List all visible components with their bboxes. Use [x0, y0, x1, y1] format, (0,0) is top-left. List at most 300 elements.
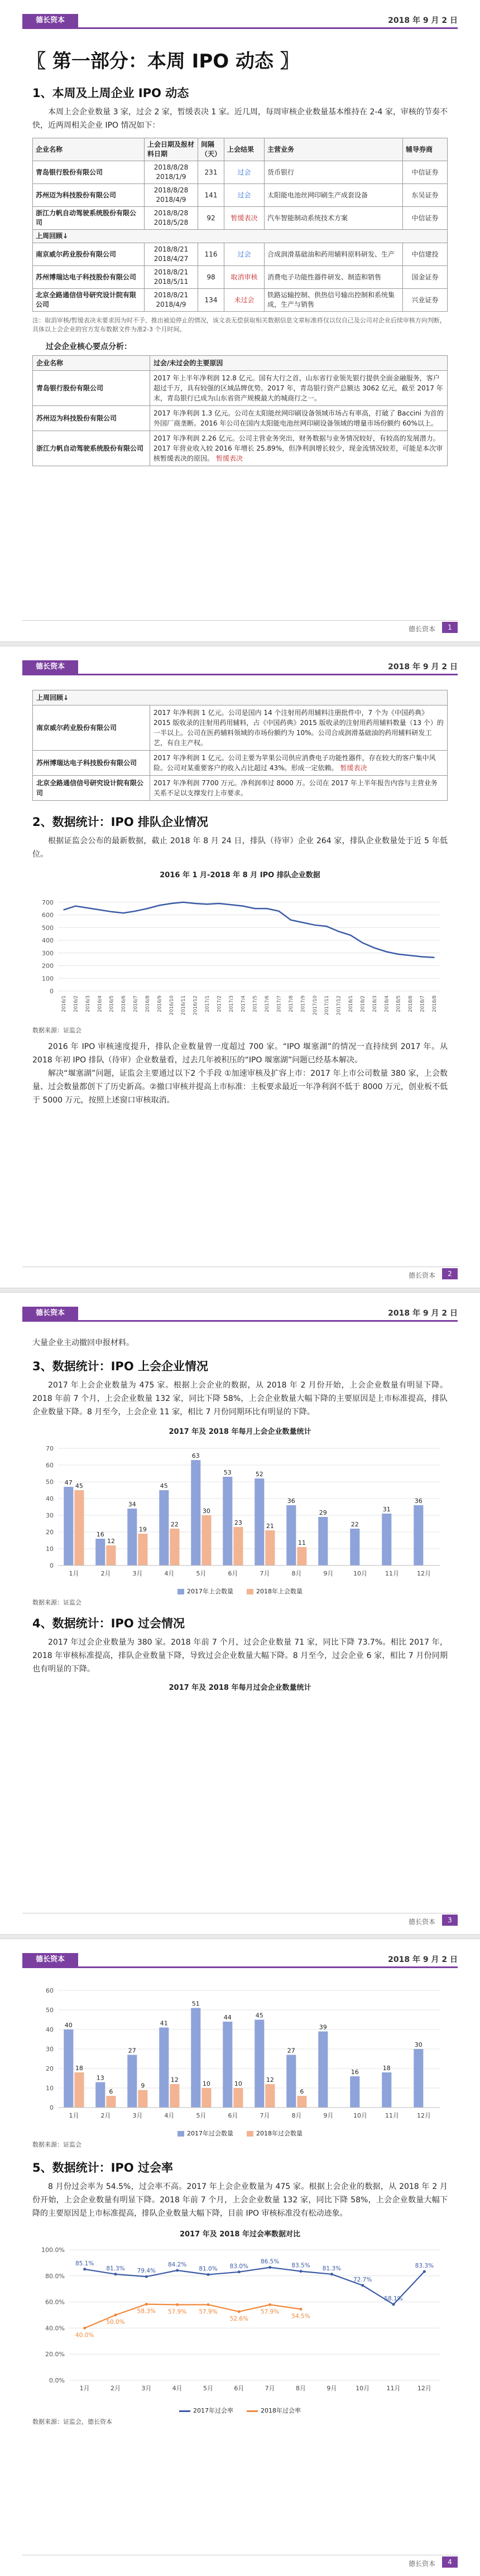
bar-2017	[95, 1539, 105, 1565]
page-3	[0, 1293, 480, 1934]
page-4	[0, 1939, 480, 2576]
reason-flag: 暂缓表决	[340, 764, 367, 772]
bar-value-label: 39	[319, 2023, 327, 2031]
x-tick-label: 2016/8	[145, 995, 151, 1012]
reason-text: 2017 年净利润 7700 万元。净利润率过 8000 万。公司在 2017 年上半年报告内容与主营业务关系不足以支撑发行上市要求。	[153, 779, 438, 797]
main-business: 消费电子功能性器件研发、制造和销售	[265, 266, 403, 289]
ipo-col-date: 上会日期及报材料日期	[145, 138, 198, 161]
bar-value-label: 10	[202, 2080, 210, 2087]
rate-value-label: 58.1%	[384, 2295, 403, 2303]
reason-cell	[150, 776, 448, 801]
page-number: 2	[442, 1268, 458, 1279]
section-3-para: 2017 年上会企业数量为 475 家。根据上会企业的数据，从 2018 年 2 月份开始，上会企业数量有明显下降。2018 年前 7 个月，上会企业数量 132 家，同比下降 58%，上会企业数量大幅下降的主要原因是上市标准提高，排队企业数量下降。8 月至今，上会企业 11 家，相比 7 月份同期环比有明显的下降。	[32, 1381, 448, 1417]
x-tick-label: 7月	[265, 2385, 275, 2392]
bar-2018	[233, 1527, 243, 1565]
x-tick-label: 2018/6	[408, 995, 414, 1012]
bar-2017	[414, 1505, 423, 1565]
x-tick-label: 12月	[417, 2385, 431, 2392]
meeting-date: 2018/8/28 2018/5/28	[145, 207, 198, 230]
y-tick-label: 0.0%	[49, 2377, 65, 2384]
rate-value-label: 58.3%	[137, 2308, 156, 2315]
rate-point	[114, 2273, 117, 2275]
x-tick-label: 2017/3	[228, 995, 234, 1012]
bar-value-label: 6	[300, 2088, 304, 2095]
section-2-para-2: 2016 年 IPO 审核速度提升，排队企业数量曾一度超过 700 家。“IPO 堰塞湖”的情况一直持续到 2017 年。从 2018 年初 IPO 排队（待审）企业数量看，过去几年被积压的“IPO 堰塞湖”问题已经基本解决。	[32, 1042, 448, 1065]
bar-2018	[106, 2096, 116, 2108]
x-tick-label: 2016/9	[157, 995, 163, 1012]
biz-col-reason: 过会/未过会的主要原因	[150, 356, 448, 371]
ipo-row	[33, 184, 448, 207]
brand-logo: 德长资本	[22, 14, 78, 27]
ipo-col-result: 上会结果	[224, 138, 265, 161]
bar-value-label: 9	[141, 2082, 145, 2090]
x-tick-label: 2016/1	[61, 995, 67, 1012]
queue-point	[99, 910, 100, 911]
bar-2017	[318, 2032, 328, 2108]
rate-point	[238, 2310, 241, 2313]
ipo-table	[32, 138, 448, 312]
bar-value-label: 63	[191, 1452, 200, 1459]
bar-value-label: 36	[287, 1497, 295, 1505]
bar-value-label: 10	[234, 2080, 242, 2087]
biz-row	[33, 431, 448, 466]
brand-logo: 德长资本	[22, 1307, 78, 1320]
meeting-result: 未过会	[224, 289, 265, 312]
y-tick-label: 40.0%	[45, 2324, 65, 2332]
queue-point	[159, 905, 160, 906]
queue-point	[219, 903, 220, 904]
chart-4-title: 2017 年及 2018 年过会率数据对比	[180, 2230, 300, 2239]
part-title: 〖 第一部分：本周 IPO 动态 〗	[27, 50, 299, 73]
x-tick-label: 12月	[417, 1570, 431, 1577]
section-2-title: 2、数据统计：IPO 排队企业情况	[32, 815, 208, 829]
chart-3-title: 2017 年及 2018 年每月过会企业数量统计	[169, 1684, 311, 1692]
reason-cell	[150, 705, 448, 751]
x-tick-label: 6月	[228, 1570, 238, 1577]
company-name: 苏州迈为科技股份有限公司	[33, 184, 145, 207]
y-tick-label: 80.0%	[45, 2272, 65, 2280]
bar-value-label: 31	[382, 1506, 391, 1513]
bar-value-label: 21	[266, 1523, 274, 1530]
y-tick-label: 100	[42, 975, 54, 983]
pass-bar-chart	[32, 1980, 448, 2125]
page-3-lead: 大量企业主动撤回申报材料。	[32, 1338, 134, 1347]
rate-value-label: 40.0%	[75, 2332, 94, 2339]
bar-2017	[286, 1505, 296, 1565]
page-content	[27, 39, 448, 466]
queue-point	[266, 908, 267, 909]
rate-value-label: 57.9%	[260, 2308, 280, 2316]
rate-value-label: 54.5%	[291, 2313, 310, 2320]
bar-value-label: 30	[414, 2041, 423, 2048]
page-number: 4	[442, 2556, 458, 2568]
bar-value-label: 6	[109, 2088, 113, 2095]
y-tick-label: 70	[46, 1445, 54, 1452]
bar-2018	[265, 1530, 275, 1565]
x-tick-label: 8月	[296, 2385, 306, 2392]
x-tick-label: 3月	[141, 2385, 152, 2392]
section-2-para-3: 解决“堰塞湖”问题，证监会主要通过以下2 个手段 ①加速审核及扩容上市：2017 年上市公司数量 380 家，上会数量、过会数量都创下了历史新高。②撤口审核并提高上市标准：主板要求最近一年净利润不低于 8000 万元，创业板不低于 5000 万元，按照上述窗口审核取消。	[32, 1069, 448, 1105]
page-header	[22, 15, 458, 29]
x-tick-label: 2017/1	[205, 995, 211, 1012]
bar-value-label: 47	[64, 1479, 73, 1486]
y-tick-label: 10	[46, 2085, 54, 2092]
queue-point	[63, 910, 64, 911]
report-date: 2018 年 9 月 2 日	[388, 16, 458, 25]
rate-value-label: 81.3%	[106, 2265, 125, 2272]
main-business: 合成润滑基础油和药用辅料原料研发、生产	[265, 243, 403, 266]
queue-point	[231, 905, 232, 906]
queue-point	[338, 931, 339, 932]
biz-col-name: 企业名称	[33, 356, 150, 371]
queue-point	[386, 951, 387, 953]
legend-item-2017: 2017年过会率	[179, 2406, 233, 2415]
x-tick-label: 2016/4	[97, 995, 103, 1012]
rate-point	[176, 2269, 179, 2271]
x-tick-label: 2016/3	[85, 995, 91, 1012]
report-date: 2018 年 9 月 2 日	[388, 1309, 458, 1318]
ipo-col-broker: 辅导券商	[403, 138, 448, 161]
bar-value-label: 12	[170, 2076, 179, 2084]
y-tick-label: 0	[50, 2104, 54, 2111]
rate-point	[145, 2303, 148, 2306]
x-tick-label: 9月	[323, 1570, 334, 1577]
x-tick-label: 2月	[111, 2385, 121, 2392]
queue-point	[422, 956, 423, 958]
company-name: 南京威尔药业股份有限公司	[33, 705, 150, 751]
bar-2018	[74, 1490, 84, 1565]
queue-point	[147, 908, 148, 909]
reason-cell	[150, 751, 448, 776]
rate-point	[361, 2284, 364, 2287]
brand-logo: 德长资本	[22, 1953, 78, 1966]
page-content	[32, 690, 448, 1107]
x-tick-label: 2017/9	[300, 995, 306, 1012]
bar-value-label: 34	[128, 1501, 136, 1508]
page-footer	[22, 2555, 458, 2568]
bar-value-label: 27	[128, 2047, 136, 2055]
rate-value-label: 83.0%	[229, 2263, 249, 2270]
y-tick-label: 700	[42, 898, 54, 906]
x-tick-label: 1月	[69, 1570, 79, 1577]
meeting-date: 2018/8/28 2018/4/9	[145, 184, 198, 207]
page-number: 1	[442, 622, 458, 633]
x-tick-label: 2017/7	[276, 995, 282, 1012]
bar-value-label: 45	[255, 2012, 263, 2019]
bar-2017	[286, 2055, 296, 2108]
bar-value-label: 40	[64, 2022, 73, 2029]
section-5-para: 8 月份过会率为 54.5%，过会率不高。2017 年上会企业数量为 475 家。根据上会企业的数据，从 2018 年 2 月份开始，上会企业数量有明显下降。2018 年前 7 个月，上会企业数量 132 家，同比下降 58%，上会企业数量大幅下降的主要原因是上市标准提高，排队企业数量大幅下降，目前 IPO 审核标准没有松动迹象。	[32, 2182, 448, 2218]
rate-point	[145, 2275, 148, 2278]
footer-brand: 德长资本	[408, 1272, 435, 1279]
bar-2018	[170, 1529, 179, 1565]
x-tick-label: 2018/5	[396, 995, 402, 1012]
y-tick-label: 0	[50, 988, 54, 995]
bar-value-label: 53	[223, 1469, 232, 1476]
rate-point	[392, 2303, 395, 2306]
reason-cell	[150, 371, 448, 406]
bar-value-label: 16	[96, 1531, 104, 1538]
page-header	[22, 1954, 458, 1968]
x-tick-label: 2016/5	[109, 995, 115, 1012]
bar-2017	[127, 1509, 137, 1565]
company-name: 苏州博瑞达电子科技股份有限公司	[33, 751, 150, 776]
y-tick-label: 30	[46, 1512, 54, 1519]
rate-point	[207, 2303, 210, 2306]
rate-value-label: 83.5%	[291, 2262, 310, 2269]
sponsor-broker: 兴业证券	[403, 289, 448, 312]
interval-days: 92	[198, 207, 224, 230]
y-tick-label: 0	[50, 1562, 54, 1569]
bar-value-label: 18	[75, 2065, 83, 2072]
x-tick-label: 3月	[132, 1570, 143, 1577]
meeting-result: 取消审核	[224, 266, 265, 289]
footer-brand: 德长资本	[408, 1918, 435, 1926]
company-name: 南京威尔药业股份有限公司	[33, 243, 145, 266]
meeting-date: 2018/8/21 2018/4/27	[145, 243, 198, 266]
bar-2018	[233, 2088, 243, 2108]
meeting-result: 过会	[224, 184, 265, 207]
bar-2018	[297, 1547, 306, 1565]
y-tick-label: 10	[46, 1545, 54, 1553]
bar-value-label: 22	[170, 1521, 179, 1528]
rate-value-label: 50.0%	[106, 2319, 125, 2326]
queue-point	[75, 906, 76, 907]
queue-point	[87, 907, 88, 908]
bar-2018	[201, 2088, 211, 2108]
chart-1-title: 2016 年 1 月-2018 年 8 月 IPO 排队企业数据	[160, 871, 320, 879]
sponsor-broker: 中信证券	[403, 207, 448, 230]
y-tick-label: 60.0%	[45, 2298, 65, 2306]
biz-table	[32, 355, 448, 466]
x-tick-label: 1月	[79, 2385, 90, 2392]
y-tick-label: 100.0%	[41, 2246, 65, 2254]
queue-point	[207, 903, 208, 905]
rate-point	[176, 2303, 179, 2306]
bar-value-label: 36	[414, 1497, 423, 1505]
x-tick-label: 2月	[100, 1570, 111, 1577]
interval-days: 231	[198, 161, 224, 184]
y-tick-label: 500	[42, 924, 54, 932]
rate-value-label: 52.6%	[229, 2315, 249, 2322]
queue-line-chart	[32, 882, 448, 1021]
reason-cell	[150, 431, 448, 466]
company-name: 苏州迈为科技股份有限公司	[33, 406, 150, 431]
page-footer	[22, 1913, 458, 1926]
bar-value-label: 45	[75, 1482, 83, 1490]
bar-value-label: 13	[96, 2074, 104, 2082]
x-tick-label: 2016/10	[169, 995, 175, 1016]
queue-point	[242, 906, 243, 907]
x-tick-label: 9月	[327, 2385, 337, 2392]
y-tick-label: 60	[46, 1462, 54, 1469]
bar-2017	[159, 2028, 169, 2108]
x-tick-label: 2018/2	[360, 995, 366, 1012]
x-tick-label: 10月	[353, 2112, 367, 2119]
x-tick-label: 2017/12	[336, 995, 342, 1016]
rate-point	[238, 2270, 241, 2273]
rate-point	[423, 2270, 426, 2273]
brand-logo: 德长资本	[22, 660, 78, 674]
x-tick-label: 2018/4	[384, 995, 390, 1012]
queue-point	[434, 957, 435, 958]
x-tick-label: 11月	[386, 2385, 401, 2392]
bar-value-label: 45	[160, 1482, 168, 1490]
legend-item-2018: 2018年过会数量	[247, 2129, 303, 2138]
x-tick-label: 2017/2	[217, 995, 223, 1012]
biz-row	[33, 371, 448, 406]
section-2-para: 根据证监会公布的最新数据，截止 2018 年 8 月 24 日，排队（待审）企业 264 家，排队企业数量处于近 5 年低位。	[32, 837, 448, 859]
company-name: 青岛银行股份有限公司	[33, 371, 150, 406]
legend-item-2018: 2018年上会数量	[247, 1587, 303, 1596]
y-tick-label: 20	[46, 1529, 54, 1536]
x-tick-label: 1月	[69, 2112, 79, 2119]
x-tick-label: 5月	[203, 2385, 213, 2392]
section-1-para: 本周上会企业数量 3 家，过会 2 家，暂缓表决 1 家。近几周，每周审核企业数量基本维持在 2-4 家，审核的节奏不快，近两周相关企业 IPO 情况如下：	[32, 108, 448, 130]
x-tick-label: 4月	[164, 1570, 175, 1577]
bar-value-label: 12	[107, 1538, 115, 1545]
bar-2017	[318, 1517, 328, 1565]
bar-value-label: 23	[234, 1519, 242, 1526]
biz-row	[33, 705, 448, 751]
interval-days: 116	[198, 243, 224, 266]
x-tick-label: 7月	[260, 1570, 270, 1577]
y-tick-label: 300	[42, 949, 54, 957]
meeting-date: 2018/8/28 2018/1/9	[145, 161, 198, 184]
rate-point	[83, 2268, 86, 2270]
queue-point	[314, 925, 315, 926]
company-name: 北京全路通信信号研究设计院有限公司	[33, 289, 145, 312]
y-tick-label: 600	[42, 911, 54, 919]
x-tick-label: 2月	[100, 2112, 111, 2119]
bar-value-label: 19	[138, 1526, 147, 1533]
rate-point	[268, 2303, 271, 2306]
ipo-col-biz: 主营业务	[265, 138, 403, 161]
bar-2018	[106, 1545, 116, 1565]
prev-week-label: 上周回顾↓	[33, 230, 448, 243]
queue-point	[362, 943, 363, 944]
rate-point	[268, 2266, 271, 2269]
rate-value-label: 85.1%	[75, 2260, 94, 2267]
queue-point	[350, 935, 351, 936]
bar-value-label: 30	[202, 1507, 210, 1515]
page-header	[22, 1307, 458, 1322]
page-footer	[22, 1267, 458, 1280]
x-tick-label: 2016/7	[133, 995, 139, 1012]
meeting-date: 2018/8/21 2018/4/9	[145, 289, 198, 312]
rate-point	[300, 2308, 303, 2311]
interval-days: 134	[198, 289, 224, 312]
bar-2017	[127, 2055, 137, 2108]
page-1	[0, 0, 480, 641]
queue-point	[183, 902, 184, 903]
bar-2017	[64, 2029, 73, 2108]
footer-brand: 德长资本	[408, 2560, 435, 2568]
rate-point	[83, 2327, 86, 2329]
pass-rate-line-chart	[32, 2241, 448, 2403]
queue-series-line	[64, 902, 434, 958]
page-gap	[0, 1288, 480, 1293]
ipo-col-name: 企业名称	[33, 138, 145, 161]
main-business: 太阳能电池丝网印刷生产成套设备	[265, 184, 403, 207]
ipo-row	[33, 243, 448, 266]
section-1-title: 1、本周及上周企业 IPO 动态	[32, 86, 189, 100]
queue-point	[279, 911, 280, 912]
queue-point	[135, 911, 136, 912]
x-tick-label: 11月	[385, 2112, 399, 2119]
bar-2018	[201, 1515, 211, 1565]
interval-days: 141	[198, 184, 224, 207]
bar-2018	[138, 2090, 147, 2108]
page-footer	[22, 620, 458, 634]
section-4-para: 2017 年过会企业数量为 380 家。2018 年前 7 个月，过会企业数量 71 家，同比下降 73.7%。相比 2017 年，2018 年审核标准提高，排队企业数量下降，导致过会企业数量大幅下降。8 月至今，过会企业 6 家，相比 7 月份同期也有明显的下降。	[32, 1638, 448, 1674]
prev-week-label: 上周回顾↓	[33, 690, 448, 705]
bar-2018	[74, 2072, 84, 2108]
x-tick-label: 3月	[132, 2112, 143, 2119]
main-business: 汽车智能制动系统技术方案	[265, 207, 403, 230]
biz-row	[33, 776, 448, 801]
section-5-title: 5、数据统计：IPO 过会率	[32, 2161, 173, 2174]
queue-point	[171, 903, 172, 904]
chart-1-source: 数据来源：证监会	[32, 1027, 81, 1034]
x-tick-label: 7月	[260, 2112, 270, 2119]
rate-series-line-2017	[85, 2268, 425, 2304]
interval-days: 98	[198, 266, 224, 289]
page-gap	[0, 641, 480, 646]
x-tick-label: 12月	[417, 2112, 431, 2119]
bar-2017	[159, 1490, 169, 1565]
bar-2017	[255, 1478, 264, 1565]
x-tick-label: 2016/2	[73, 995, 79, 1012]
rate-value-label: 72.7%	[353, 2276, 372, 2283]
x-tick-label: 2016/6	[121, 995, 127, 1012]
x-tick-label: 4月	[164, 2112, 175, 2119]
queue-point	[290, 920, 291, 921]
rate-point	[330, 2273, 333, 2275]
reason-flag: 暂缓表决	[216, 455, 243, 462]
chart-2-legend	[32, 1587, 448, 1596]
x-tick-label: 2017/8	[288, 995, 294, 1012]
y-tick-label: 30	[46, 2046, 54, 2053]
x-tick-label: 2016/11	[181, 995, 187, 1016]
rate-value-label: 83.3%	[415, 2263, 434, 2270]
x-tick-label: 10月	[353, 1570, 367, 1577]
queue-point	[303, 922, 304, 923]
x-tick-label: 2016/12	[193, 995, 199, 1016]
bar-2017	[350, 1529, 359, 1565]
bar-2017	[350, 2076, 359, 2108]
x-tick-label: 11月	[385, 1570, 399, 1577]
prev-biz-table	[32, 690, 448, 801]
page-content	[32, 1980, 448, 2428]
ipo-row	[33, 289, 448, 312]
legend-item-2018: 2018年过会率	[247, 2406, 301, 2415]
ipo-row	[33, 266, 448, 289]
queue-point	[255, 908, 256, 909]
company-name: 浙江力帆自动驾驶系统股份有限公司	[33, 431, 150, 466]
bar-value-label: 11	[297, 1539, 306, 1546]
page-number: 3	[442, 1915, 458, 1926]
x-tick-label: 6月	[228, 2112, 238, 2119]
rate-point	[207, 2273, 210, 2276]
rate-value-label: 57.9%	[167, 2308, 187, 2316]
bar-value-label: 52	[255, 1471, 263, 1478]
reason-text: 2017 年上半年净利润 12.8 亿元。国有大行之首，山东省行业领先银行提供全面金融服务，客户超过千万，具有较强的区域品牌优势。2017 年，青岛银行资产总额达 3062 亿元，截至 2017 年末，青岛银行已成为山东省资产规模最大的城商行之一。	[153, 374, 443, 402]
sponsor-broker: 东吴证券	[403, 184, 448, 207]
bar-2017	[255, 2020, 264, 2108]
chart-3-legend	[32, 2129, 448, 2138]
x-tick-label: 2017/11	[324, 995, 330, 1016]
